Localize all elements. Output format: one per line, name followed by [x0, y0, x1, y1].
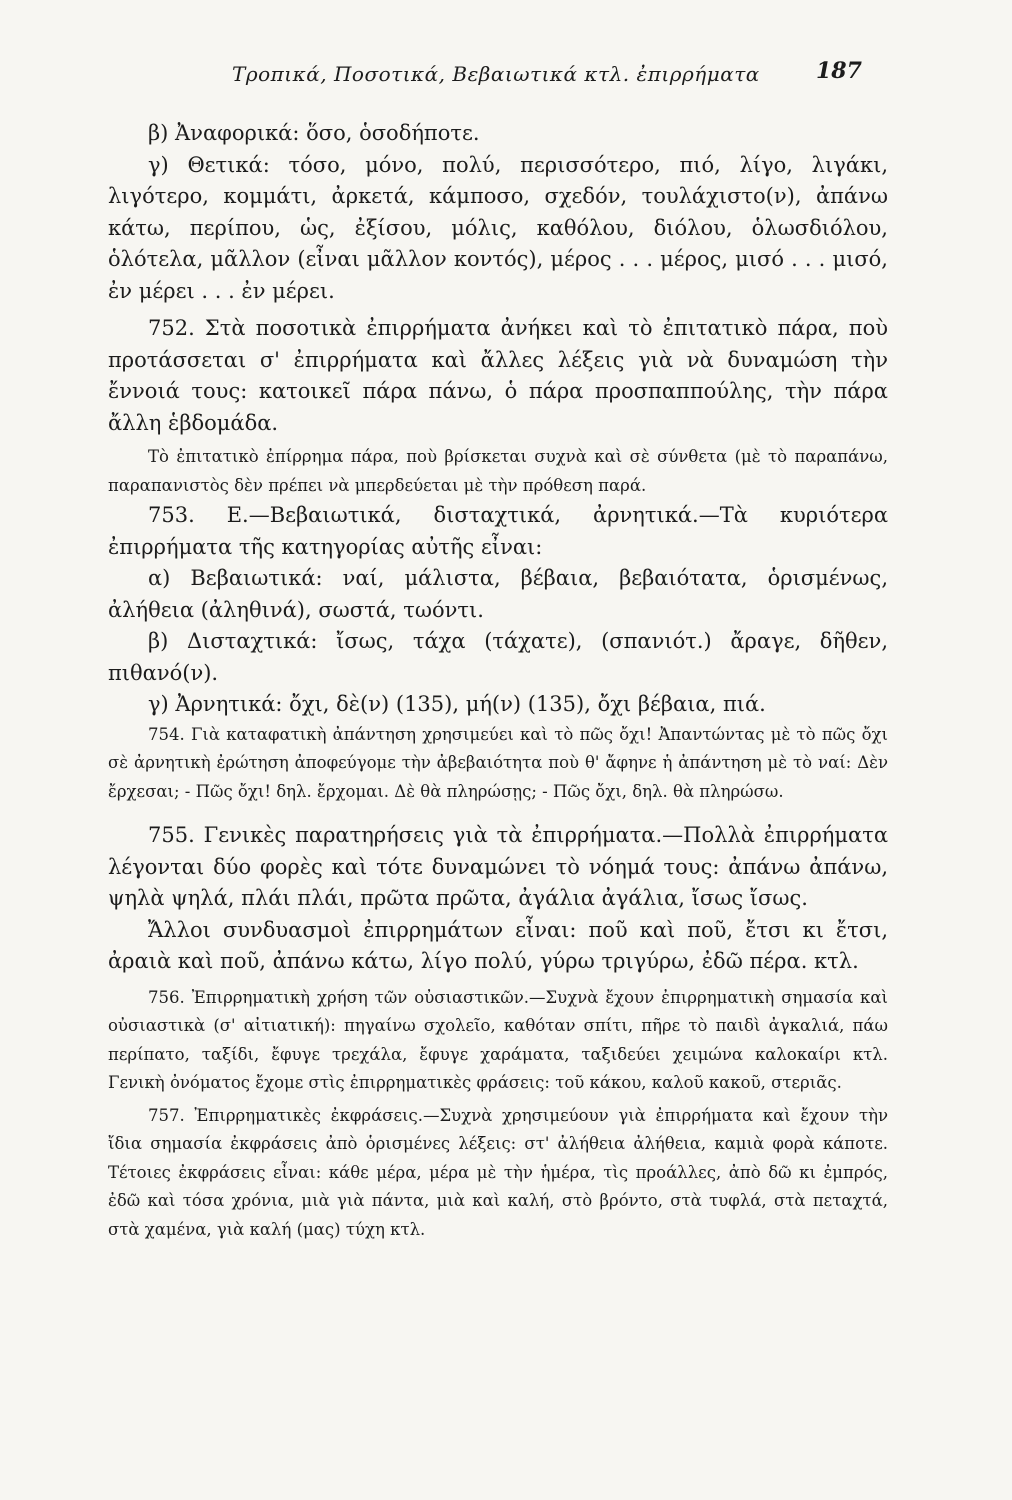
paragraph-thetika: γ) Θετικά: τόσο, μόνο, πολύ, περισσότερο, πιό, λίγο, λιγάκι, λιγότερο, κομμάτι, ἀρκετά, κάμποσο, σχεδόν, τουλάχιστο(ν), ἀπάνω κάτω, περίπου, ὡς, ἐξίσου, μόλις, καθόλου, διόλου, ὁλωσδιόλου, ὁλότελα, μᾶλλον (εἶναι μᾶλλον κοντός), μέρος . . . μέρος, μισό . . . μισό, ἐν μέρει . . . ἐν μέρει.	[108, 152, 888, 303]
section-753: 753. Ε.—Βεβαιωτικά, δισταχτικά, ἀρνητικά.—Τὰ κυριότερα ἐπιρρήματα τῆς κατηγορίας αὐτῆς εἶναι:	[108, 503, 888, 559]
section-755: 755. Γενικὲς παρατηρήσεις γιὰ τὰ ἐπιρρήματα.—Πολλὰ ἐπιρρήματα λέγονται δύο φορὲς καὶ τότε δυναμώνει τὸ νόημά τους: ἀπάνω ἀπάνω, ψηλὰ ψηλά, πλάι πλάι, πρῶτα πρῶτα, ἀγάλια ἀγάλια, ἴσως ἴσως.	[108, 823, 888, 910]
section-752: 752. Στὰ ποσοτικὰ ἐπιρρήματα ἀνήκει καὶ τὸ ἐπιτατικὸ πάρα, ποὺ προτάσσεται σ' ἐπιρρήματα καὶ ἄλλες λέξεις γιὰ νὰ δυναμώση τὴν ἔννοιά τους: κατοικεῖ πάρα πάνω, ὁ πάρα προσπαππούλης, τὴν πάρα ἄλλη ἑβδομάδα.	[108, 316, 888, 435]
paragraph-syndyasmoi: Ἄλλοι συνδυασμοὶ ἐπιρρημάτων εἶναι: ποῦ καὶ ποῦ, ἔτσι κι ἔτσι, ἀραιὰ καὶ ποῦ, ἀπάνω κάτω, λίγο πολύ, γύρω τριγύρω, ἐδῶ πέρα. κτλ.	[108, 917, 888, 973]
paragraph-anaphorika: β) Ἀναφορικά: ὅσο, ὁσοδήποτε.	[148, 121, 480, 145]
section-754: 754. Γιὰ καταφατικὴ ἀπάντηση χρησιμεύει καὶ τὸ πῶς ὄχι! Ἀπαντώντας μὲ τὸ πῶς ὄχι σὲ ἀρνητικὴ ἐρώτηση ἀποφεύγομε τὴν ἀβεβαιότητα ποὺ θ' ἄφηνε ἡ ἀπάντηση μὲ τὸ ναί: Δὲν ἔρχεσαι; - Πῶς ὄχι! δηλ. ἔρχομαι. Δὲ θὰ πληρώσῃς; - Πῶς ὄχι, δηλ. θὰ πληρώσω.	[108, 724, 888, 801]
paragraph-vevaiotika: α) Βεβαιωτικά: ναί, μάλιστα, βέβαια, βεβαιότατα, ὁρισμένως, ἀλήθεια (ἀληθινά), σωστά, τωόντι.	[108, 566, 888, 622]
note-752: Τὸ ἐπιτατικὸ ἐπίρρημα πάρα, ποὺ βρίσκεται συχνὰ καὶ σὲ σύνθετα (μὲ τὸ παραπάνω, παραπανιστὸς δὲν πρέπει νὰ μπερδεύεται μὲ τὴν πρόθεση παρά.	[108, 447, 888, 495]
paragraph-distaxtika: β) Δισταχτικά: ἴσως, τάχα (τάχατε), (σπανιότ.) ἄραγε, δῆθεν, πιθανό(ν).	[108, 629, 888, 685]
page-header	[232, 58, 882, 96]
section-756: 756. Ἐπιρρηματικὴ χρήση τῶν οὐσιαστικῶν.—Συχνὰ ἔχουν ἐπιρρηματικὴ σημασία καὶ οὐσιαστικὰ (σ' αἰτιατική): πηγαίνω σχολεῖο, καθόταν σπίτι, πῆρε τὸ παιδὶ ἀγκαλιά, πάω περίπατο, ταξίδι, ἔφυγε τρεχάλα, ἔφυγε χαράματα, ταξιδεύει χειμώνα καλοκαίρι κτλ. Γενικὴ ὀνόματος ἔχομε στὶς ἐπιρρηματικὲς φράσεις: τοῦ κάκου, καλοῦ κακοῦ, στεριᾶς.	[108, 987, 888, 1092]
paragraph-arnitika: γ) Ἀρνητικά: ὄχι, δὲ(ν) (135), μή(ν) (135), ὄχι βέβαια, πιά.	[148, 692, 766, 716]
running-head: Τροπικά, Ποσοτικά, Βεβαιωτικά κτλ. ἐπιρρήματα	[232, 62, 760, 86]
page-number: 187	[816, 58, 862, 84]
page-body	[108, 118, 888, 1244]
section-757: 757. Ἐπιρρηματικὲς ἐκφράσεις.—Συχνὰ χρησιμεύουν γιὰ ἐπιρρήματα καὶ ἔχουν τὴν ἴδια σημασία ἐκφράσεις ἀπὸ ὁρισμένες λέξεις: στ' ἀλήθεια ἀλήθεια, καμιὰ φορὰ κάποτε. Τέτοιες ἐκφράσεις εἶναι: κάθε μέρα, μέρα μὲ τὴν ἡμέρα, τὶς προάλλες, ἀπὸ δῶ κι ἐμπρός, ἐδῶ καὶ τόσα χρόνια, μιὰ γιὰ πάντα, μιὰ καὶ καλή, στὸ βρόντο, στὰ τυφλά, στὰ πεταχτά, στὰ χαμένα, γιὰ καλή (μας) τύχη κτλ.	[108, 1105, 888, 1239]
